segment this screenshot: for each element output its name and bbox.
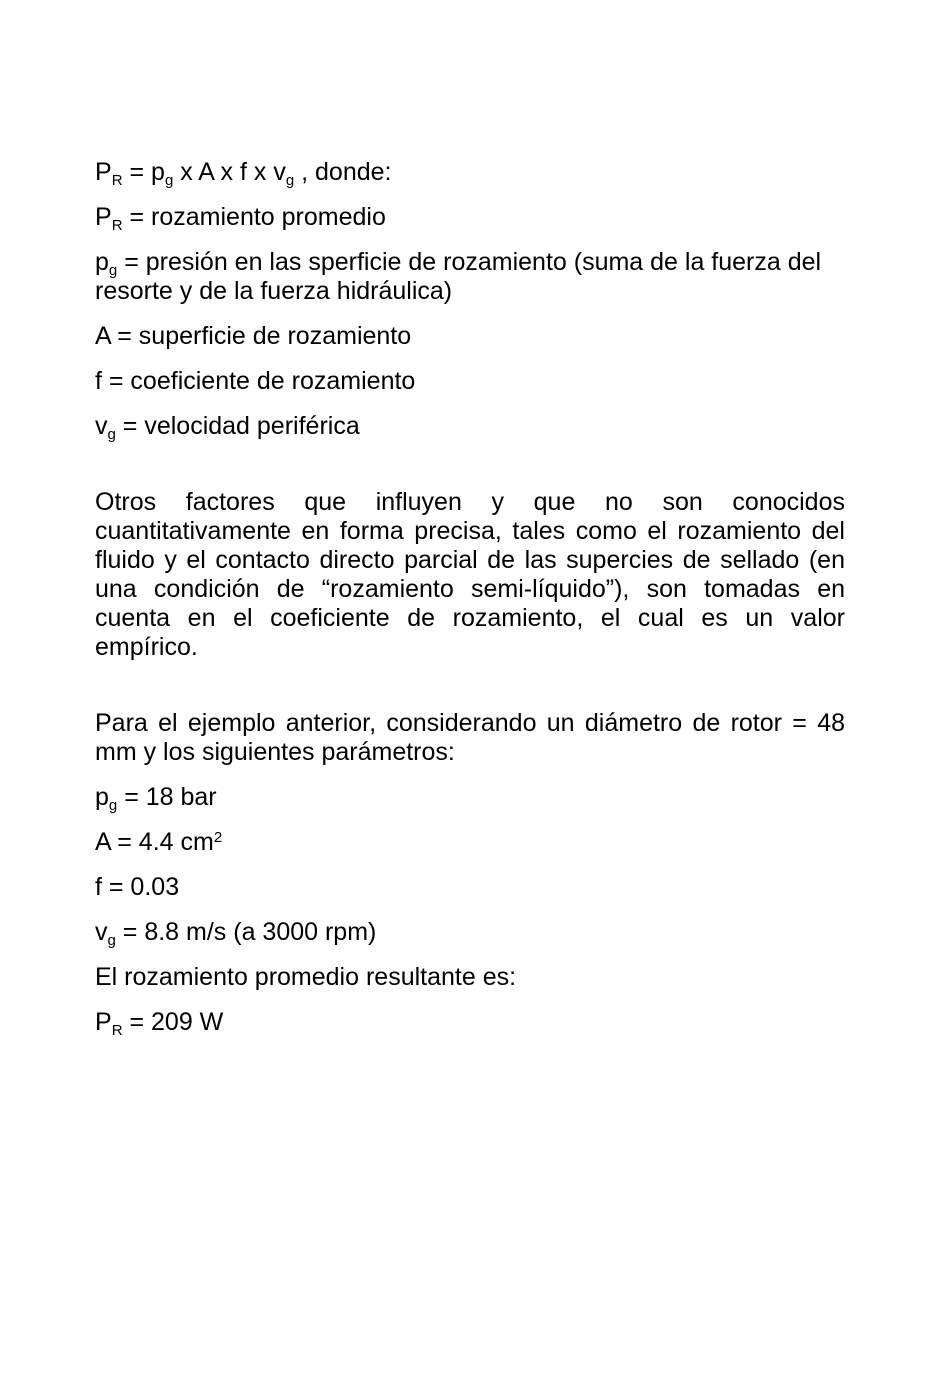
text-run: = velocidad periférica bbox=[115, 412, 360, 440]
text-run: Para el ejemplo anterior, considerando un diámetro de rotor = 48 mm y los siguientes parámetros: bbox=[95, 709, 845, 766]
value-a-line bbox=[95, 828, 845, 857]
text-run: = rozamiento promedio bbox=[122, 203, 386, 231]
text-run: = 18 bar bbox=[117, 783, 217, 811]
text-run: Otros factores que influyen y que no son conocidos cuantitativamente en forma precisa, tales como el rozamiento del fluido y el contacto directo parcial de las supercies de sellado (en una condición de “rozamiento semi-líquido”), son tomadas en cuenta en el coeficiente de rozamiento, el cual es un valor empírico. bbox=[95, 488, 845, 661]
definition-f-line bbox=[95, 367, 845, 396]
paragraph-otros-factores bbox=[95, 488, 845, 662]
subscript: g bbox=[107, 932, 116, 949]
definition-pr-line bbox=[95, 203, 845, 232]
text-run: = 8.8 m/s (a 3000 rpm) bbox=[115, 918, 377, 946]
text-run: f = 0.03 bbox=[95, 873, 180, 901]
text-run: El rozamiento promedio resultante es: bbox=[95, 963, 517, 991]
text-run: p bbox=[95, 783, 109, 811]
text-run: v bbox=[95, 918, 108, 946]
formula-main-line bbox=[95, 158, 845, 187]
text-run: f = coeficiente de rozamiento bbox=[95, 367, 416, 395]
value-f-line bbox=[95, 873, 845, 902]
subscript: R bbox=[111, 172, 123, 189]
superscript: 2 bbox=[213, 829, 223, 846]
subscript: g bbox=[164, 172, 174, 189]
subscript: R bbox=[111, 1022, 123, 1039]
document-body bbox=[95, 158, 845, 1053]
result-intro-line bbox=[95, 963, 845, 992]
text-run: v bbox=[95, 412, 108, 440]
text-run: = presión en las sperficie de rozamiento (suma de la fuerza del resorte y de la fuerza hidráulica) bbox=[95, 248, 822, 305]
text-run: = p bbox=[122, 158, 165, 186]
text-run: x A x f x v bbox=[173, 158, 286, 186]
text-run: P bbox=[95, 203, 112, 231]
text-run: A = 4.4 cm bbox=[95, 828, 214, 856]
subscript: g bbox=[107, 426, 116, 443]
text-run: = 209 W bbox=[122, 1008, 224, 1036]
text-run: p bbox=[95, 248, 109, 276]
text-run: A = superficie de rozamiento bbox=[95, 322, 412, 350]
subscript: g bbox=[108, 262, 118, 279]
value-pg-line bbox=[95, 783, 845, 812]
result-pr-line bbox=[95, 1008, 845, 1037]
text-run: , donde: bbox=[294, 158, 392, 186]
subscript: R bbox=[111, 217, 123, 234]
definition-a-line bbox=[95, 322, 845, 351]
text-run: P bbox=[95, 158, 112, 186]
value-vg-line bbox=[95, 918, 845, 947]
definition-vg-line bbox=[95, 412, 845, 441]
text-run: P bbox=[95, 1008, 112, 1036]
paragraph-ejemplo bbox=[95, 709, 845, 767]
subscript: g bbox=[285, 172, 295, 189]
definition-pg-line bbox=[95, 248, 845, 306]
subscript: g bbox=[108, 797, 118, 814]
